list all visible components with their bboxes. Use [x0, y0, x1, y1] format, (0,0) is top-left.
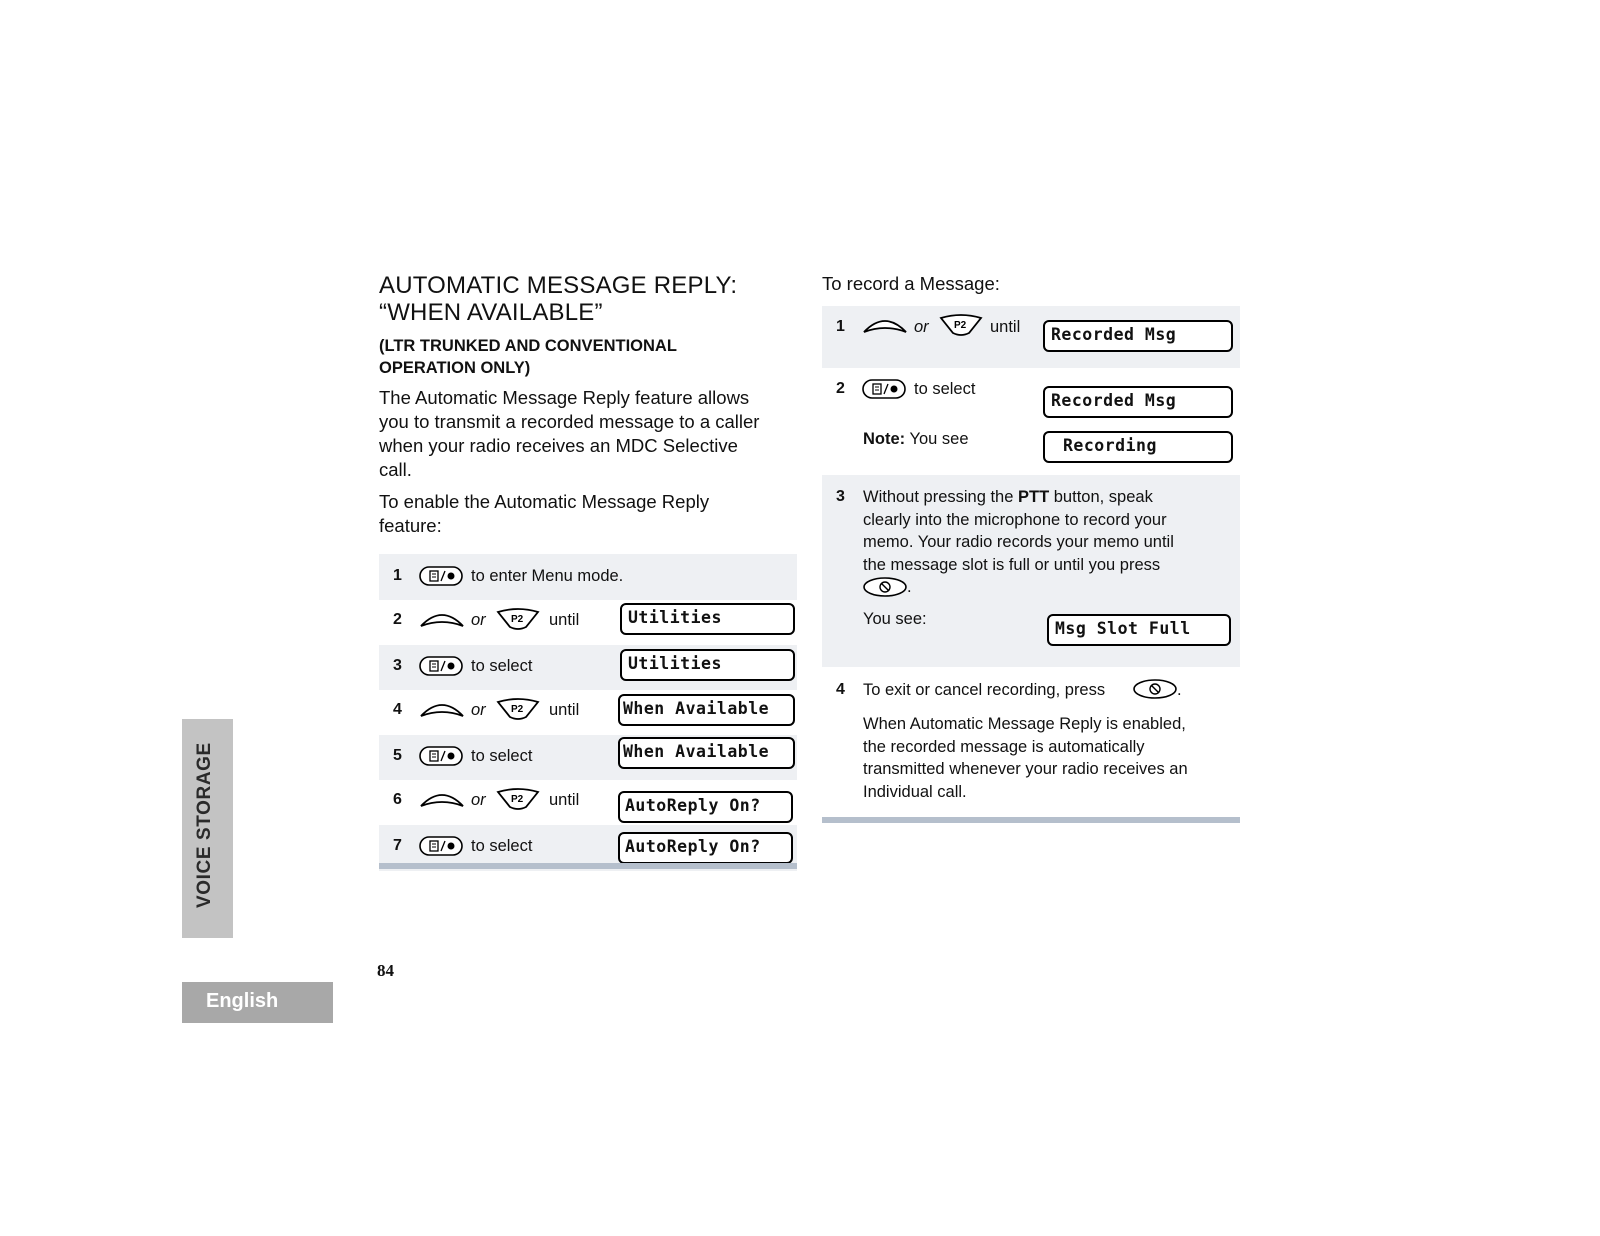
- or-text: or: [914, 318, 929, 336]
- step-number: 3: [836, 488, 845, 505]
- step-number: 6: [393, 791, 402, 808]
- display-screen: Recorded Msg: [1043, 320, 1233, 352]
- step-text: until: [990, 318, 1021, 336]
- home-button-icon: [863, 577, 907, 597]
- or-text: or: [471, 701, 486, 719]
- you-see-text: You see:: [863, 610, 927, 628]
- step-number: 1: [393, 567, 402, 584]
- p2-button-icon: [939, 313, 983, 337]
- step-row: [379, 600, 797, 645]
- step-number: 4: [393, 701, 402, 718]
- step-row: [379, 690, 797, 735]
- display-screen: Msg Slot Full: [1047, 614, 1231, 646]
- step-number: 1: [836, 318, 845, 335]
- step-text: to select: [471, 657, 533, 675]
- menu-select-button-icon: [419, 836, 463, 856]
- step-text: to select: [471, 747, 533, 765]
- step-row: [379, 780, 797, 825]
- display-screen: Utilities: [620, 649, 795, 681]
- step-text: to select: [471, 837, 533, 855]
- step-number: 5: [393, 747, 402, 764]
- step-text: until: [549, 791, 580, 809]
- step-number: 4: [836, 681, 845, 698]
- or-text: or: [471, 791, 486, 809]
- record-step-1: [822, 306, 1240, 368]
- step-text: until: [549, 701, 580, 719]
- enable-paragraph: To enable the Automatic Message Reply feature:: [379, 491, 710, 536]
- section-subtitle: (LTR TRUNKED AND CONVENTIONAL OPERATION ONLY): [379, 337, 677, 377]
- display-screen: When Available: [618, 694, 795, 726]
- left-column: [379, 272, 799, 538]
- section-tab-label: VOICE STORAGE: [194, 742, 215, 908]
- menu-select-button-icon: [419, 656, 463, 676]
- menu-select-button-icon: [862, 379, 906, 399]
- display-screen: AutoReply On?: [618, 832, 793, 864]
- step-row: [379, 645, 797, 690]
- scroll-up-button-icon: [419, 608, 465, 630]
- step-text: to enter Menu mode.: [471, 567, 624, 585]
- table-bottom-rule: [379, 863, 797, 869]
- display-screen: Utilities: [620, 603, 795, 635]
- p2-button-icon: [496, 787, 540, 811]
- step-text-block: Without pressing the PTT button, speak clearly into the microphone to record your memo. Your radio records your memo until the message slot is full or until you press .: [863, 486, 1238, 598]
- display-screen: Recording: [1043, 431, 1233, 463]
- language-label: English: [206, 990, 279, 1012]
- step-row: [379, 554, 797, 600]
- menu-select-button-icon: [419, 746, 463, 766]
- enabled-paragraph: When Automatic Message Reply is enabled, the recorded message is automatically transmitted whenever your radio receives an Individual call.: [863, 715, 1188, 801]
- svg-text:P2: P2: [511, 794, 524, 805]
- step-number: 3: [393, 657, 402, 674]
- display-screen: AutoReply On?: [618, 791, 793, 823]
- step-text: to select: [914, 380, 976, 398]
- section-title: AUTOMATIC MESSAGE REPLY: “WHEN AVAILABLE”: [379, 272, 738, 326]
- scroll-up-button-icon: [419, 788, 465, 810]
- period-text: .: [1177, 681, 1182, 699]
- home-button-icon: [1133, 679, 1177, 699]
- intro-paragraph: The Automatic Message Reply feature allows you to transmit a recorded message to a caller when your radio receives an MDC Selective call.: [379, 387, 760, 480]
- language-tab: [182, 982, 333, 1023]
- table-bottom-rule: [822, 817, 1240, 823]
- svg-text:P2: P2: [511, 704, 524, 715]
- enable-steps-table: [379, 554, 797, 871]
- display-screen: When Available: [618, 737, 795, 769]
- record-step-2: [822, 368, 1240, 475]
- note-text: Note: You see: [863, 430, 969, 448]
- period-text: .: [907, 578, 912, 596]
- page-number: 84: [377, 961, 394, 980]
- scroll-up-button-icon: [419, 698, 465, 720]
- svg-text:P2: P2: [511, 614, 524, 625]
- step-row: [379, 735, 797, 780]
- display-screen: Recorded Msg: [1043, 386, 1233, 418]
- scroll-up-button-icon: [862, 314, 908, 336]
- record-step-3: [822, 475, 1240, 667]
- p2-button-icon: [496, 607, 540, 631]
- step-text-block: To exit or cancel recording, press . When Automatic Message Reply is enabled, the recorded message is automatically transmitted whenever your radio receives an Individual call.: [863, 679, 1238, 803]
- menu-select-button-icon: [419, 566, 463, 586]
- step-number: 2: [393, 611, 402, 628]
- svg-text:P2: P2: [954, 320, 967, 331]
- p2-button-icon: [496, 697, 540, 721]
- step-number: 7: [393, 837, 402, 854]
- record-heading: To record a Message:: [822, 273, 1000, 294]
- or-text: or: [471, 611, 486, 629]
- record-step-4: [822, 667, 1240, 817]
- step-number: 2: [836, 380, 845, 397]
- step-text: until: [549, 611, 580, 629]
